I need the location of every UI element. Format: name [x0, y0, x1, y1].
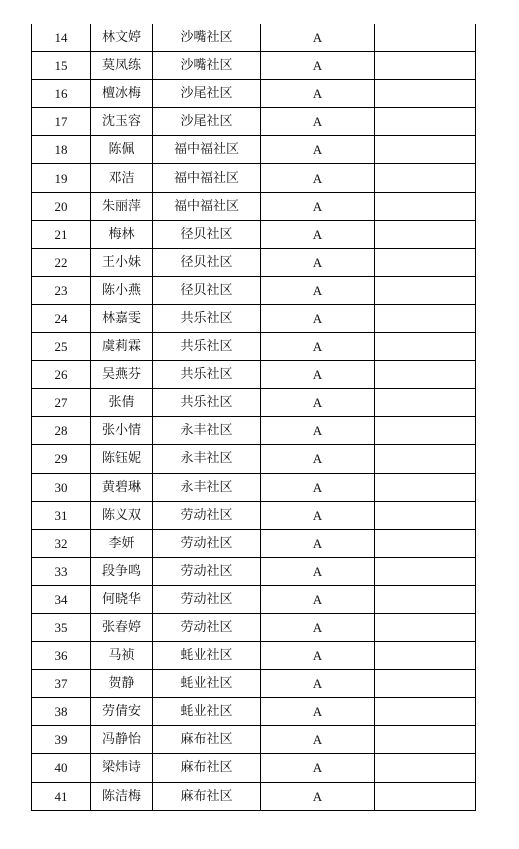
table-row: [32, 473, 476, 501]
table-row: [32, 754, 476, 782]
note-cell: [375, 52, 476, 80]
community-cell: 沙尾社区: [153, 108, 261, 136]
note-cell: [375, 501, 476, 529]
grade-cell: A: [261, 220, 375, 248]
grade-cell: A: [261, 52, 375, 80]
name-cell: 李妍: [91, 529, 153, 557]
grade-cell: A: [261, 192, 375, 220]
grade-cell: A: [261, 80, 375, 108]
note-cell: [375, 754, 476, 782]
note-cell: [375, 333, 476, 361]
grade-cell: A: [261, 782, 375, 810]
row-number-cell: 23: [32, 276, 91, 304]
community-cell: 麻布社区: [153, 726, 261, 754]
community-cell: 共乐社区: [153, 389, 261, 417]
table-row: [32, 220, 476, 248]
table-row: [32, 613, 476, 641]
community-cell: 永丰社区: [153, 445, 261, 473]
name-cell: 张春婷: [91, 613, 153, 641]
row-number-cell: 28: [32, 417, 91, 445]
row-number-cell: 38: [32, 698, 91, 726]
note-cell: [375, 136, 476, 164]
table-row: [32, 164, 476, 192]
grade-cell: A: [261, 585, 375, 613]
name-cell: 劳倩安: [91, 698, 153, 726]
name-cell: 张小情: [91, 417, 153, 445]
grade-cell: A: [261, 361, 375, 389]
note-cell: [375, 108, 476, 136]
name-cell: 贺静: [91, 670, 153, 698]
grade-cell: A: [261, 276, 375, 304]
grade-cell: A: [261, 473, 375, 501]
grade-cell: A: [261, 333, 375, 361]
note-cell: [375, 726, 476, 754]
table-row: [32, 136, 476, 164]
community-cell: 劳动社区: [153, 557, 261, 585]
note-cell: [375, 304, 476, 332]
name-cell: 马祯: [91, 642, 153, 670]
name-cell: 朱丽萍: [91, 192, 153, 220]
table-row: [32, 304, 476, 332]
row-number-cell: 22: [32, 248, 91, 276]
table-row: [32, 642, 476, 670]
roster-table: [31, 24, 476, 811]
table-row: [32, 726, 476, 754]
community-cell: 永丰社区: [153, 473, 261, 501]
note-cell: [375, 24, 476, 52]
grade-cell: A: [261, 417, 375, 445]
community-cell: 劳动社区: [153, 501, 261, 529]
row-number-cell: 15: [32, 52, 91, 80]
table-row: [32, 585, 476, 613]
note-cell: [375, 473, 476, 501]
note-cell: [375, 192, 476, 220]
row-number-cell: 33: [32, 557, 91, 585]
grade-cell: A: [261, 445, 375, 473]
grade-cell: A: [261, 642, 375, 670]
name-cell: 邓洁: [91, 164, 153, 192]
name-cell: 陈钰妮: [91, 445, 153, 473]
row-number-cell: 21: [32, 220, 91, 248]
table-row: [32, 333, 476, 361]
table-row: [32, 529, 476, 557]
grade-cell: A: [261, 24, 375, 52]
row-number-cell: 41: [32, 782, 91, 810]
row-number-cell: 19: [32, 164, 91, 192]
community-cell: 麻布社区: [153, 782, 261, 810]
note-cell: [375, 248, 476, 276]
community-cell: 福中福社区: [153, 192, 261, 220]
grade-cell: A: [261, 248, 375, 276]
table-row: [32, 361, 476, 389]
name-cell: 梁炜诗: [91, 754, 153, 782]
community-cell: 蚝业社区: [153, 670, 261, 698]
table-row: [32, 276, 476, 304]
name-cell: 冯静怡: [91, 726, 153, 754]
grade-cell: A: [261, 501, 375, 529]
table-row: [32, 248, 476, 276]
row-number-cell: 39: [32, 726, 91, 754]
name-cell: 何晓华: [91, 585, 153, 613]
row-number-cell: 27: [32, 389, 91, 417]
name-cell: 陈佩: [91, 136, 153, 164]
grade-cell: A: [261, 164, 375, 192]
table-row: [32, 698, 476, 726]
community-cell: 麻布社区: [153, 754, 261, 782]
grade-cell: A: [261, 613, 375, 641]
row-number-cell: 25: [32, 333, 91, 361]
row-number-cell: 26: [32, 361, 91, 389]
note-cell: [375, 164, 476, 192]
row-number-cell: 35: [32, 613, 91, 641]
note-cell: [375, 220, 476, 248]
note-cell: [375, 613, 476, 641]
community-cell: 劳动社区: [153, 529, 261, 557]
community-cell: 永丰社区: [153, 417, 261, 445]
row-number-cell: 37: [32, 670, 91, 698]
community-cell: 径贝社区: [153, 276, 261, 304]
name-cell: 陈义双: [91, 501, 153, 529]
table-row: [32, 192, 476, 220]
grade-cell: A: [261, 670, 375, 698]
grade-cell: A: [261, 754, 375, 782]
community-cell: 蚝业社区: [153, 642, 261, 670]
roster-table-container: [31, 24, 476, 811]
row-number-cell: 29: [32, 445, 91, 473]
note-cell: [375, 529, 476, 557]
grade-cell: A: [261, 529, 375, 557]
community-cell: 福中福社区: [153, 164, 261, 192]
table-row: [32, 557, 476, 585]
row-number-cell: 34: [32, 585, 91, 613]
row-number-cell: 18: [32, 136, 91, 164]
grade-cell: A: [261, 304, 375, 332]
note-cell: [375, 642, 476, 670]
row-number-cell: 17: [32, 108, 91, 136]
row-number-cell: 20: [32, 192, 91, 220]
table-row: [32, 389, 476, 417]
row-number-cell: 30: [32, 473, 91, 501]
note-cell: [375, 417, 476, 445]
name-cell: 黄碧琳: [91, 473, 153, 501]
row-number-cell: 32: [32, 529, 91, 557]
community-cell: 径贝社区: [153, 248, 261, 276]
name-cell: 王小妹: [91, 248, 153, 276]
table-row: [32, 80, 476, 108]
roster-table-body: [32, 24, 476, 810]
community-cell: 蚝业社区: [153, 698, 261, 726]
community-cell: 共乐社区: [153, 361, 261, 389]
table-row: [32, 24, 476, 52]
community-cell: 沙尾社区: [153, 80, 261, 108]
note-cell: [375, 445, 476, 473]
note-cell: [375, 276, 476, 304]
grade-cell: A: [261, 726, 375, 754]
name-cell: 段争鸣: [91, 557, 153, 585]
row-number-cell: 36: [32, 642, 91, 670]
grade-cell: A: [261, 557, 375, 585]
community-cell: 径贝社区: [153, 220, 261, 248]
grade-cell: A: [261, 389, 375, 417]
table-row: [32, 52, 476, 80]
name-cell: 林文婷: [91, 24, 153, 52]
community-cell: 共乐社区: [153, 333, 261, 361]
note-cell: [375, 585, 476, 613]
note-cell: [375, 80, 476, 108]
name-cell: 林嘉雯: [91, 304, 153, 332]
note-cell: [375, 557, 476, 585]
row-number-cell: 16: [32, 80, 91, 108]
name-cell: 陈洁梅: [91, 782, 153, 810]
name-cell: 沈玉容: [91, 108, 153, 136]
note-cell: [375, 698, 476, 726]
row-number-cell: 40: [32, 754, 91, 782]
table-row: [32, 501, 476, 529]
note-cell: [375, 670, 476, 698]
note-cell: [375, 389, 476, 417]
name-cell: 梅林: [91, 220, 153, 248]
name-cell: 莫凤练: [91, 52, 153, 80]
table-row: [32, 670, 476, 698]
community-cell: 劳动社区: [153, 613, 261, 641]
row-number-cell: 24: [32, 304, 91, 332]
community-cell: 沙嘴社区: [153, 24, 261, 52]
grade-cell: A: [261, 698, 375, 726]
note-cell: [375, 361, 476, 389]
note-cell: [375, 782, 476, 810]
community-cell: 沙嘴社区: [153, 52, 261, 80]
table-row: [32, 108, 476, 136]
name-cell: 檀冰梅: [91, 80, 153, 108]
name-cell: 陈小燕: [91, 276, 153, 304]
name-cell: 张倩: [91, 389, 153, 417]
row-number-cell: 14: [32, 24, 91, 52]
table-row: [32, 445, 476, 473]
community-cell: 福中福社区: [153, 136, 261, 164]
community-cell: 共乐社区: [153, 304, 261, 332]
name-cell: 虞莉霖: [91, 333, 153, 361]
grade-cell: A: [261, 136, 375, 164]
grade-cell: A: [261, 108, 375, 136]
row-number-cell: 31: [32, 501, 91, 529]
table-row: [32, 417, 476, 445]
table-row: [32, 782, 476, 810]
community-cell: 劳动社区: [153, 585, 261, 613]
name-cell: 吴燕芬: [91, 361, 153, 389]
